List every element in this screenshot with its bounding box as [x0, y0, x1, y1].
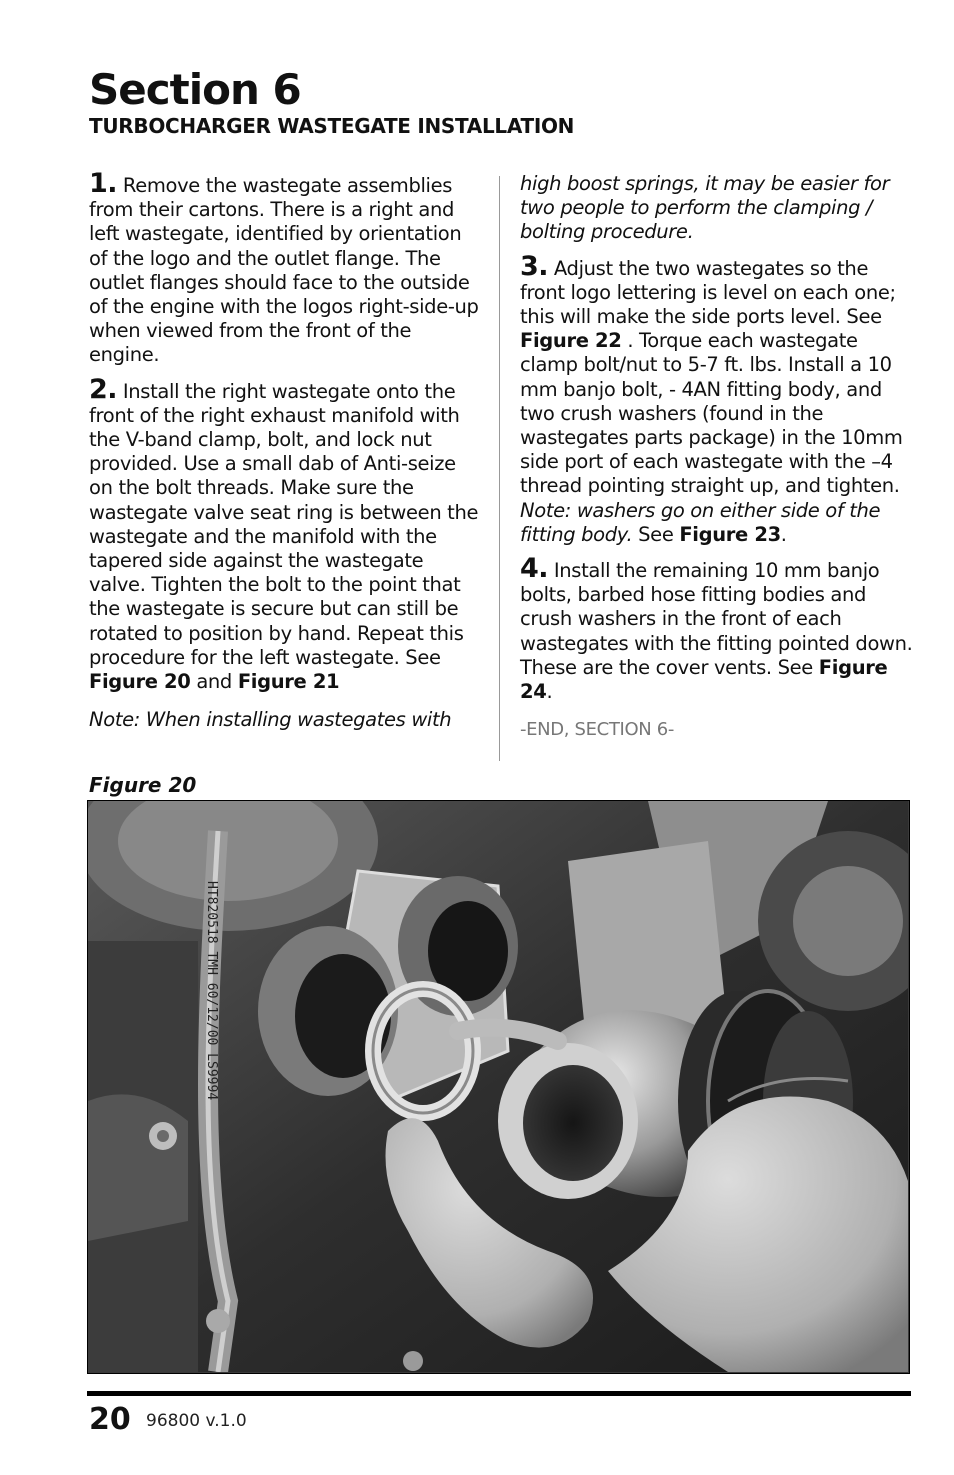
- document-version: 96800 v.1.0: [146, 1411, 247, 1431]
- step-text: .: [780, 522, 787, 546]
- step-number: 2.: [89, 373, 118, 405]
- step-1: [89, 168, 484, 368]
- figure-reference: Figure 22: [520, 329, 622, 353]
- footer-rule: [87, 1391, 911, 1396]
- step-text: See: [632, 522, 680, 546]
- section-header: [89, 66, 574, 138]
- step-note: Note: washers go on either side of the fitting body.: [520, 498, 881, 546]
- figure-reference: Figure 21: [237, 670, 340, 694]
- figure-reference: Figure 20: [89, 670, 191, 694]
- step-text: and: [190, 670, 238, 694]
- figure-20-photo: [87, 800, 910, 1374]
- step-3: [520, 250, 915, 547]
- figure-label: Figure 20: [89, 773, 197, 797]
- step-text: Install the remaining 10 mm banjo bolts, barbed hose fitting bodies and crush washers in the front of each wastegates with the fitting pointed down. These are the cover vents. See: [520, 559, 913, 679]
- step-text: Install the right wastegate onto the front of the right exhaust manifold with the V-band clamp, bolt, and lock nut provided. Use a small dab of Anti-seize on the bolt threads. Make sure the wastegate valve seat ring is between the wastegate and the manifold with the tapered side against the wastegate valve. Tighten the bolt to the point that the wastegate is secure but can still be rotated to position by hand. Repeat this procedure for the left wastegate. See: [89, 379, 479, 669]
- right-column: [520, 172, 915, 752]
- step-2: [89, 373, 484, 695]
- note-text-continued: high boost springs, it may be easier for two people to perform the clamping / bolting procedure.: [520, 172, 890, 244]
- step-number: 1.: [89, 168, 118, 199]
- note-text: Note: When installing wastegates with: [89, 708, 452, 732]
- hose-print: HT820518 TMH 60/12/00 LS9994: [204, 881, 219, 1101]
- step-number: 4.: [520, 553, 549, 585]
- left-column: [89, 168, 484, 742]
- step-4: [520, 553, 915, 704]
- step-text: . Torque each wastegate clamp bolt/nut to 5-7 ft. lbs. Install a 10 mm banjo bolt, - 4AN fitting body, and two crush washers (found in the wastegates parts package) in the 10mm side port of each wastegate with the –4 thread pointing straight up, and tighten.: [520, 329, 903, 498]
- page-number: 20: [89, 1402, 131, 1437]
- step-text: .: [546, 680, 553, 704]
- wastegate-installation-illustration: [88, 801, 908, 1372]
- step-text: Remove the wastegate assemblies from their cartons. There is a right and left wastegate, identified by orientation of the logo and the outlet flange. The outlet flanges should face to the outside of the engine with the logos right-side-up when viewed from the front of the engine.: [89, 174, 479, 367]
- figure-reference: Figure 23: [679, 522, 781, 546]
- step-text: Adjust the two wastegates so the front logo lettering is level on each one; this will make the side ports level. See: [520, 256, 896, 329]
- figure-reference: Figure 24: [520, 655, 888, 704]
- end-note: -END, SECTION 6-: [520, 719, 675, 741]
- step-number: 3.: [520, 250, 549, 282]
- section-title: Section 6: [89, 65, 301, 114]
- section-subtitle: TURBOCHARGER WASTEGATE INSTALLATION: [89, 114, 575, 138]
- column-divider: [499, 176, 500, 761]
